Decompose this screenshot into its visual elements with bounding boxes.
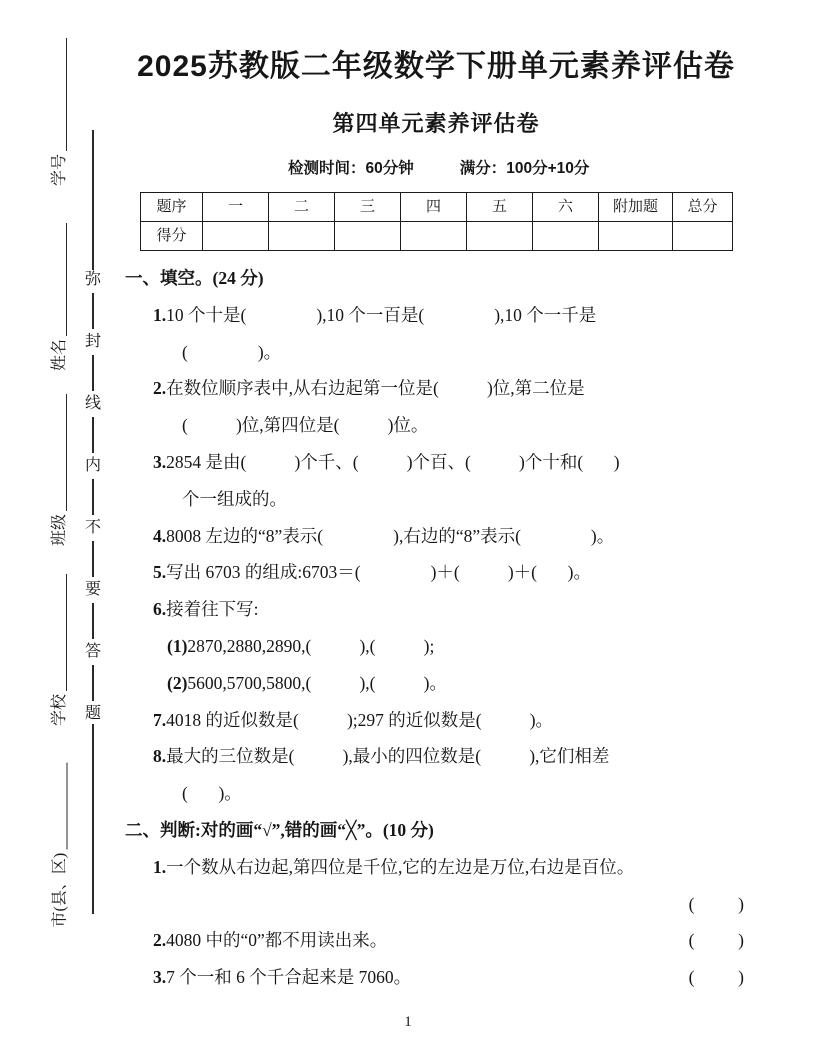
question-text: 写出 6703 的组成:6703＝( )＋( )＋( )。: [166, 562, 591, 583]
seal-dash-line: [92, 130, 94, 270]
question-number: 8.: [153, 746, 167, 767]
seal-char: 题: [84, 705, 101, 722]
seal-char: 不: [84, 519, 101, 536]
id-field-class: [49, 394, 71, 546]
question-number: 7.: [153, 709, 167, 730]
question-number: 1.: [153, 856, 167, 877]
seal-char: 答: [84, 643, 101, 660]
id-blank-line: [54, 38, 67, 151]
question-line: [125, 665, 748, 702]
score-cell: [599, 222, 673, 251]
seal-char: 弥: [84, 271, 101, 288]
question-line: [125, 738, 748, 775]
seal-char: 内: [84, 457, 101, 474]
question-text: 5600,5700,5800,( ),( )。: [187, 672, 447, 693]
id-field-student-number: [49, 38, 71, 186]
score-cell: [673, 222, 733, 251]
question-line: [125, 444, 748, 481]
score-row-label: 得分: [141, 222, 203, 251]
exam-total-score: 满分：100分+10分: [459, 160, 590, 177]
question-text: 4080 中的“0”都不用读出来。: [166, 930, 388, 951]
score-table-header-cell: 二: [269, 193, 335, 222]
answer-brackets: ( ): [688, 893, 744, 914]
id-field-label: 学校: [51, 693, 68, 726]
question-text: ( )。: [182, 783, 242, 804]
score-table-header-cell: 题序: [141, 193, 203, 222]
unit-subtitle: 第四单元素养评估卷: [332, 111, 540, 136]
question-number: 1.: [153, 304, 167, 325]
score-table: [140, 192, 733, 251]
question-line: [125, 481, 748, 518]
question-number: (2): [167, 672, 188, 693]
question-line: [125, 775, 748, 812]
question-line: [125, 959, 748, 996]
question-area: [125, 260, 748, 996]
question-text: 2870,2880,2890,( ),( );: [187, 635, 435, 656]
seal-dash-line: [92, 603, 94, 639]
question-text: 最大的三位数是( ),最小的四位数是( ),它们相差: [166, 746, 610, 767]
score-cell: [203, 222, 269, 251]
question-text: 2854 是由( )个千、( )个百、( )个十和( ): [166, 451, 620, 472]
seal-char: 线: [84, 395, 101, 412]
id-field-label: 学号: [51, 153, 68, 186]
question-number: 3.: [153, 967, 167, 988]
score-table-header-cell: 四: [401, 193, 467, 222]
seal-dash-line: [92, 541, 94, 577]
question-text: 7 个一和 6 个千合起来是 7060。: [166, 967, 412, 988]
question-line: [125, 922, 748, 959]
question-number: (1): [167, 635, 188, 656]
page-title: 2025苏教版二年级数学下册单元素养评估卷: [137, 50, 735, 83]
question-text: 一、填空。(24 分): [125, 268, 264, 288]
score-table-header-cell: 六: [533, 193, 599, 222]
question-text: 一个数从右边起,第四位是千位,它的左边是万位,右边是百位。: [166, 856, 635, 877]
id-blank-line: [54, 223, 67, 336]
question-text: 10 个十是( ),10 个一百是( ),10 个一千是: [166, 304, 597, 325]
question-number: 2.: [153, 930, 167, 951]
score-table-header-cell: 三: [335, 193, 401, 222]
id-field-label: 班级: [51, 513, 68, 546]
answer-brackets: ( ): [688, 930, 744, 951]
score-table-header-cell: 一: [203, 193, 269, 222]
question-text: ( )位,第四位是( )位。: [182, 415, 429, 436]
page-number: 1: [404, 1014, 412, 1030]
question-line: [125, 628, 748, 665]
score-table-header-cell: 总分: [673, 193, 733, 222]
id-field-region: [49, 763, 71, 928]
question-line: [125, 297, 748, 334]
question-text: 8008 左边的“8”表示( ),右边的“8”表示( )。: [166, 525, 615, 546]
question-text: 4018 的近似数是( );297 的近似数是( )。: [166, 709, 554, 730]
question-line: [125, 554, 748, 591]
question-text: 接着往下写:: [166, 599, 259, 620]
id-blank-line: [54, 394, 67, 511]
seal-dash-line: [92, 355, 94, 391]
section-heading: [125, 260, 748, 297]
question-line: [125, 370, 748, 407]
score-table-header-cell: 五: [467, 193, 533, 222]
seal-dash-line: [92, 293, 94, 329]
question-text: 二、判断:对的画“√”,错的画“╳”。(10 分): [125, 819, 434, 840]
seal-dash-line: [92, 665, 94, 701]
score-cell: [533, 222, 599, 251]
id-blank-line: [54, 763, 67, 850]
question-number: 5.: [153, 562, 167, 583]
question-line: [125, 702, 748, 739]
question-line: [125, 591, 748, 628]
score-cell: [401, 222, 467, 251]
question-text: 个一组成的。: [182, 488, 287, 509]
score-cell: [335, 222, 401, 251]
answer-brackets: ( ): [688, 967, 744, 988]
seal-dash-line: [92, 479, 94, 515]
exam-info-line: [288, 158, 589, 180]
seal-char: 要: [84, 581, 101, 598]
seal-dash-line: [92, 724, 94, 914]
question-line: [125, 886, 748, 923]
exam-duration: 检测时间：60分钟: [288, 160, 414, 177]
question-number: 2.: [153, 378, 167, 399]
question-text: 在数位顺序表中,从右边起第一位是( )位,第二位是: [166, 378, 585, 399]
seal-dash-line: [92, 417, 94, 453]
id-field-label: 姓名: [51, 338, 68, 371]
question-text: ( )。: [182, 341, 282, 362]
id-field-label: 市(县、区): [51, 852, 68, 928]
id-field-name: [49, 223, 71, 371]
question-line: [125, 334, 748, 371]
question-number: 6.: [153, 599, 167, 620]
score-cell: [467, 222, 533, 251]
question-number: 4.: [153, 525, 167, 546]
id-field-school: [49, 574, 71, 726]
seal-char: 封: [84, 333, 101, 350]
score-table-header-cell: 附加题: [599, 193, 673, 222]
question-line: [125, 407, 748, 444]
question-number: 3.: [153, 451, 167, 472]
question-line: [125, 849, 748, 886]
seal-line: [84, 130, 102, 914]
question-line: [125, 518, 748, 555]
id-blank-line: [54, 574, 67, 691]
section-heading: [125, 812, 748, 849]
score-cell: [269, 222, 335, 251]
